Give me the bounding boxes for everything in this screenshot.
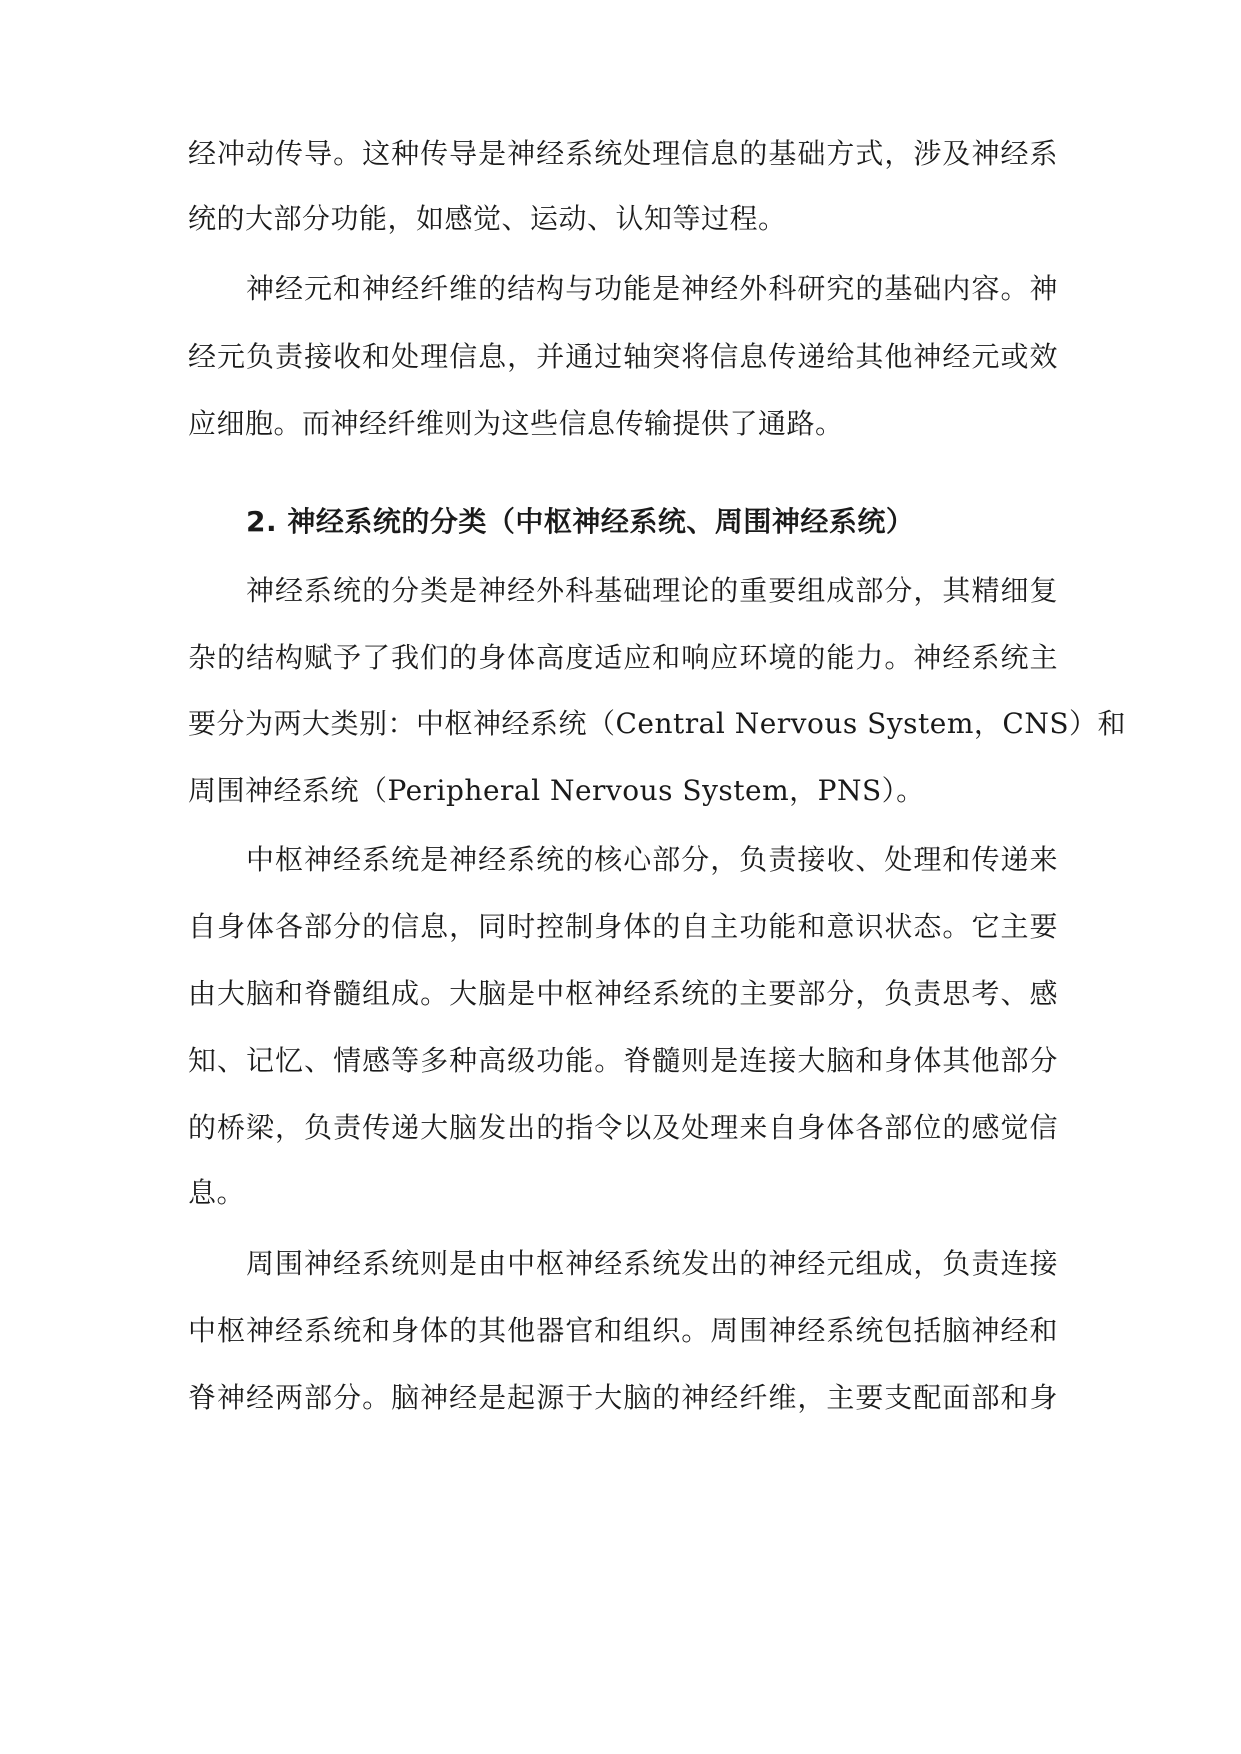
para2-line-1: 神经元和神经纤维的结构与功能是神经外科研究的基础内容。神 xyxy=(246,272,1058,305)
para1-line-1: 经冲动传导。这种传导是神经系统处理信息的基础方式，涉及神经系 xyxy=(188,137,1058,170)
para5-line-1: 周围神经系统则是由中枢神经系统发出的神经元组成，负责连接 xyxy=(246,1247,1058,1280)
para5-line-3: 脊神经两部分。脑神经是起源于大脑的神经纤维，主要支配面部和身 xyxy=(188,1381,1058,1414)
para2-line-3: 应细胞。而神经纤维则为这些信息传输提供了通路。 xyxy=(188,407,844,440)
para4-line-1: 中枢神经系统是神经系统的核心部分，负责接收、处理和传递来 xyxy=(246,843,1058,876)
para3-line-2: 杂的结构赋予了我们的身体高度适应和响应环境的能力。神经系统主 xyxy=(188,641,1058,674)
para2-line-2: 经元负责接收和处理信息，并通过轴突将信息传递给其他神经元或效 xyxy=(188,340,1058,373)
para3-line-4: 周围神经系统（Peripheral Nervous System，PNS）。 xyxy=(188,774,925,807)
para4-line-2: 自身体各部分的信息，同时控制身体的自主功能和意识状态。它主要 xyxy=(188,910,1058,943)
para5-line-2: 中枢神经系统和身体的其他器官和组织。周围神经系统包括脑神经和 xyxy=(188,1314,1058,1347)
para4-line-6: 息。 xyxy=(188,1176,246,1209)
section-heading: 2. 神经系统的分类（中枢神经系统、周围神经系统） xyxy=(246,505,915,538)
para4-line-5: 的桥梁，负责传递大脑发出的指令以及处理来自身体各部位的感觉信 xyxy=(188,1111,1058,1144)
para4-line-3: 由大脑和脊髓组成。大脑是中枢神经系统的主要部分，负责思考、感 xyxy=(188,977,1058,1010)
para3-line-1: 神经系统的分类是神经外科基础理论的重要组成部分，其精细复 xyxy=(246,574,1058,607)
para3-line-3: 要分为两大类别：中枢神经系统（Central Nervous System，CNS）和 xyxy=(188,707,1126,740)
para1-line-2: 统的大部分功能，如感觉、运动、认知等过程。 xyxy=(188,202,787,235)
para4-line-4: 知、记忆、情感等多种高级功能。脊髓则是连接大脑和身体其他部分 xyxy=(188,1044,1058,1077)
